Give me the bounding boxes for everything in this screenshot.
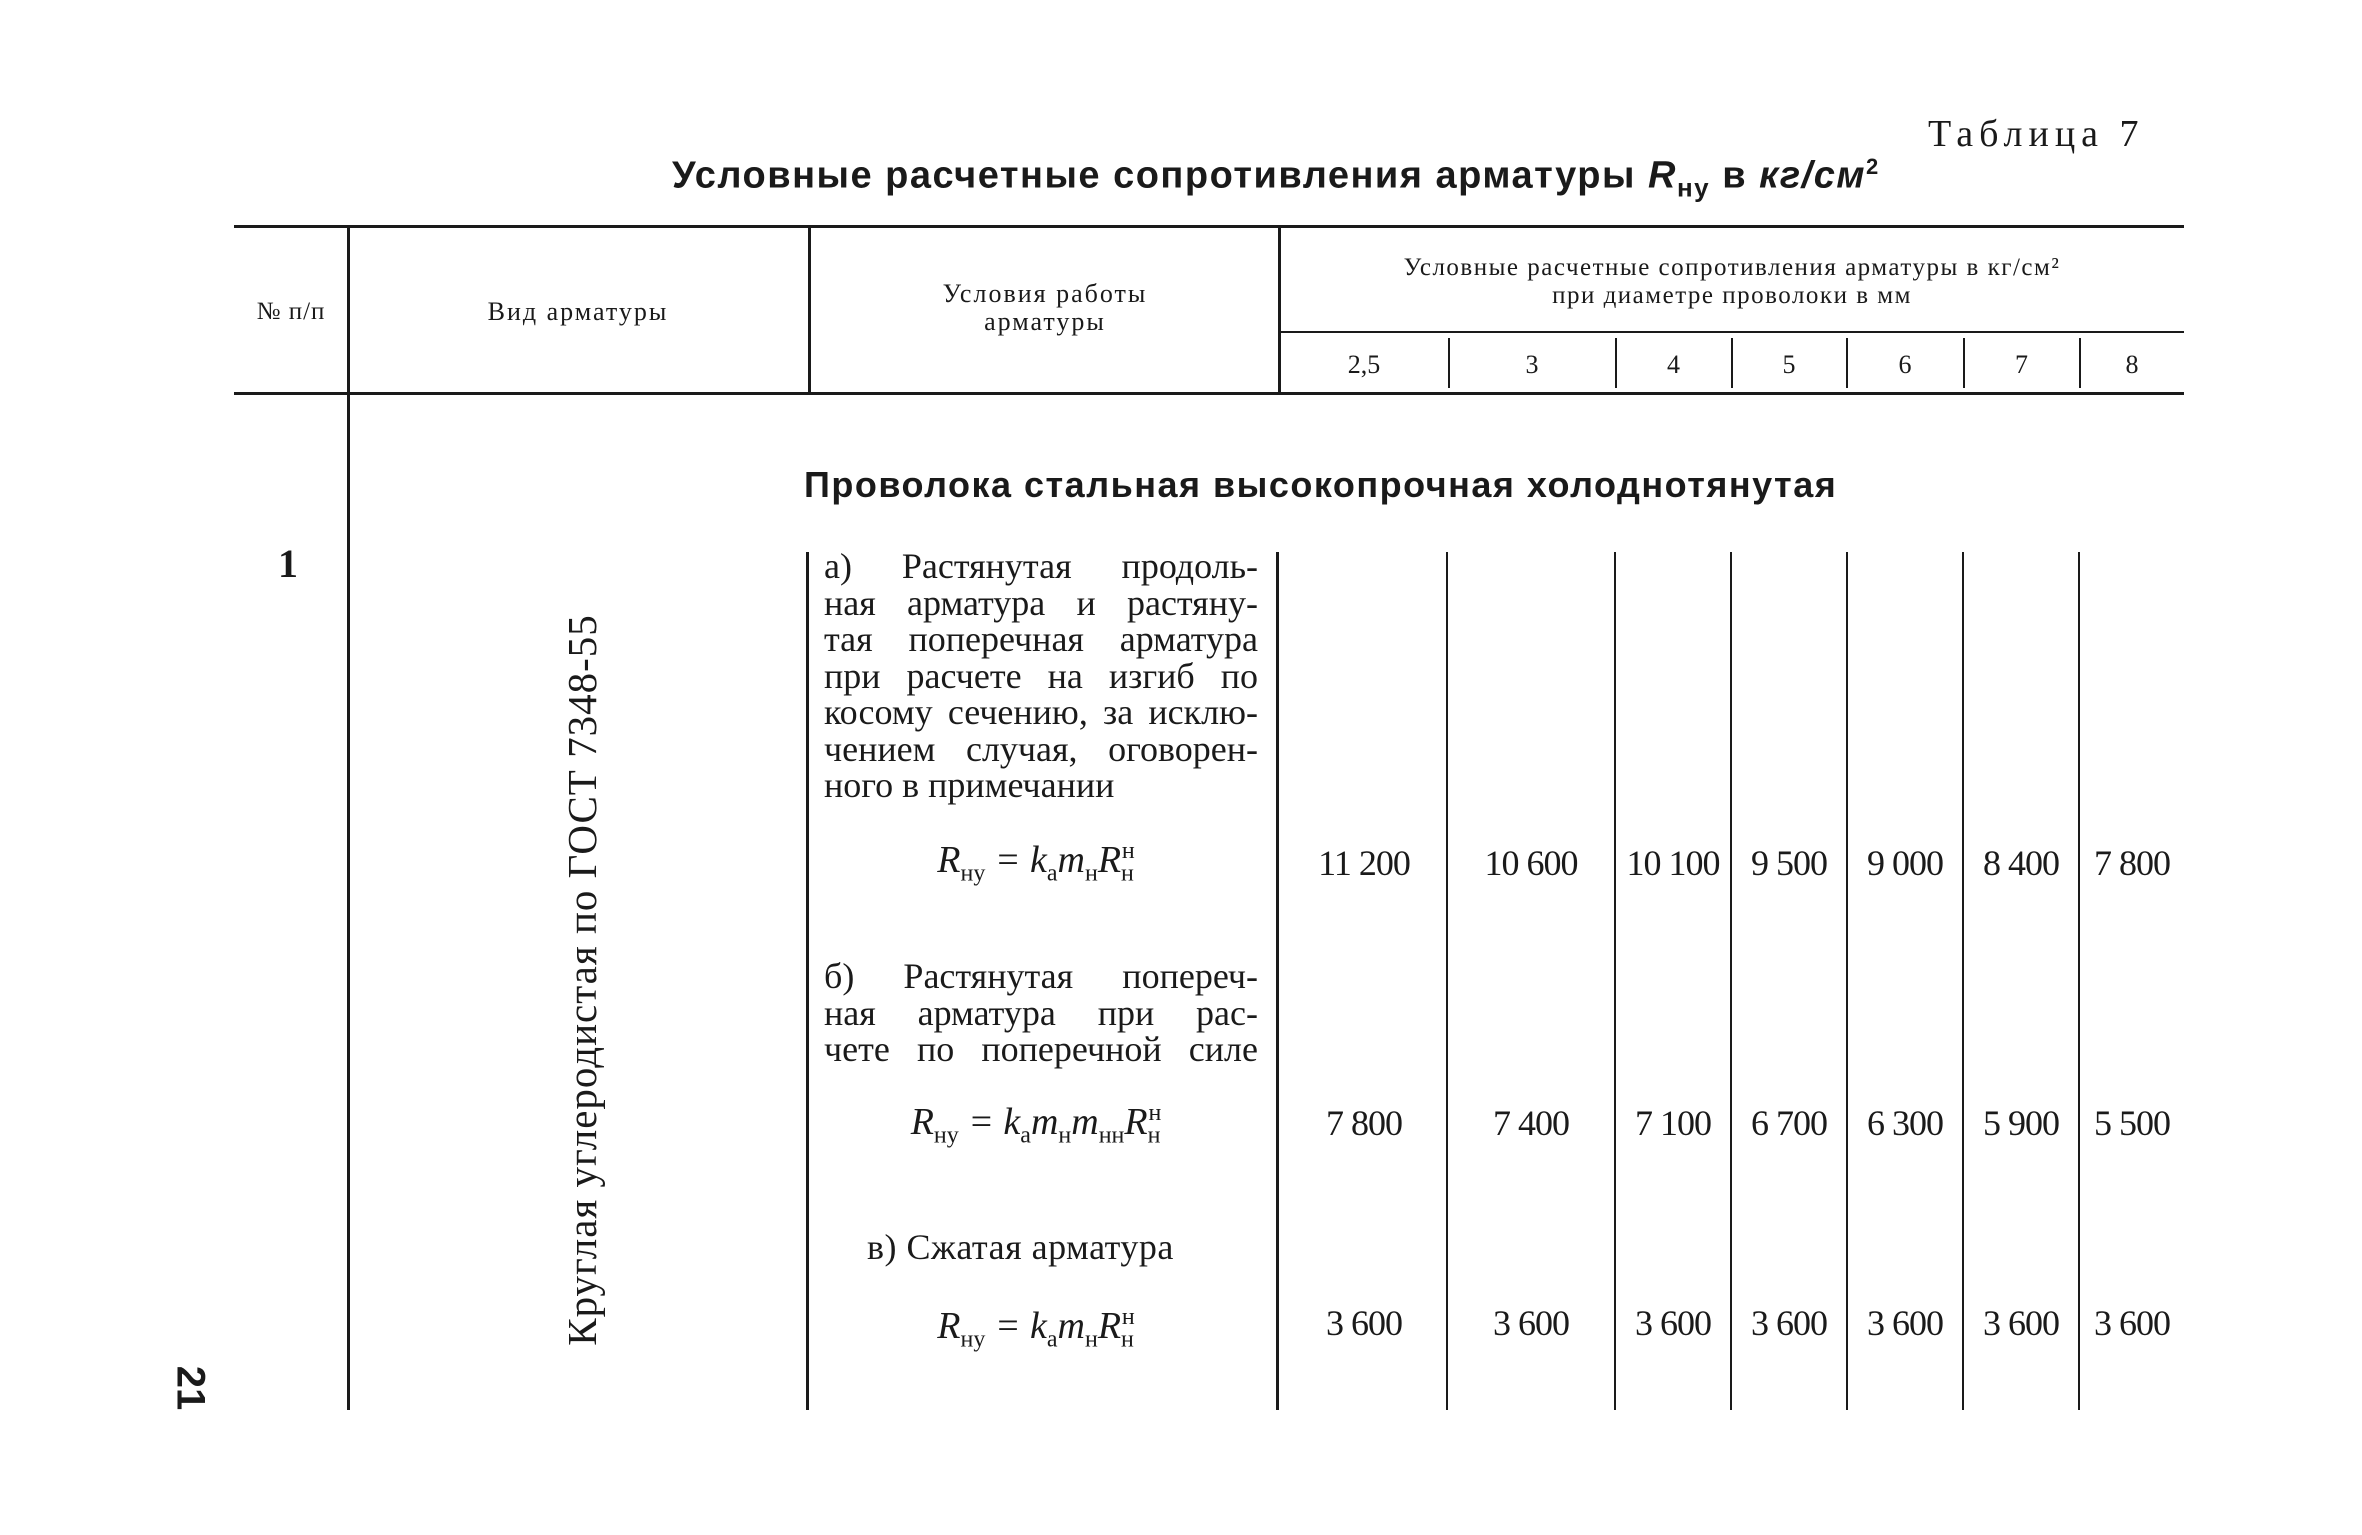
condition-a-line: косому сечению, за исклю- <box>824 692 1258 732</box>
body-divider-d4 <box>1846 552 1848 1410</box>
title-tail: в <box>1710 154 1760 197</box>
diameter-8: 8 <box>2125 350 2139 379</box>
body-divider-d1 <box>1446 552 1448 1410</box>
condition-a-line: при расчете на изгиб по <box>824 655 1258 696</box>
diameter-2-5: 2,5 <box>1347 350 1381 379</box>
hdr-divider-d3 <box>1731 338 1733 388</box>
value-b-2-5: 7 800 <box>1326 1103 1402 1143</box>
value-c-8: 3 600 <box>2094 1303 2170 1343</box>
body-divider-d3 <box>1730 552 1732 1410</box>
value-b-5: 6 700 <box>1751 1103 1827 1143</box>
condition-b-line: ная арматура при рас- <box>824 992 1258 1033</box>
rule-top <box>234 225 2184 228</box>
body-divider-d6 <box>2078 552 2080 1410</box>
hdr-divider-d4 <box>1846 338 1848 388</box>
diameter-5: 5 <box>1782 350 1796 379</box>
value-a-3: 10 600 <box>1484 843 1578 883</box>
row-type-text: Круглая углеродистая по ГОСТ 7348-55 <box>559 614 605 1346</box>
value-a-2-5: 11 200 <box>1318 843 1410 883</box>
value-a-5: 9 500 <box>1751 843 1827 883</box>
header-col-values-line2: при диаметре проволоки в мм <box>1552 282 1912 309</box>
value-c-3: 3 600 <box>1493 1303 1569 1343</box>
formula-c: $R_{ну} = k_аm_нR_н^н$ <box>937 1304 1135 1353</box>
value-a-7: 8 400 <box>1983 843 2059 883</box>
body-divider-d2 <box>1614 552 1616 1410</box>
value-b-4: 7 100 <box>1635 1103 1711 1143</box>
hdr-divider-d2 <box>1615 338 1617 388</box>
header-col-type: Вид арматуры <box>487 297 669 326</box>
body-divider-2 <box>806 552 809 1410</box>
title-symbol-sub: ну <box>1676 172 1711 203</box>
value-c-7: 3 600 <box>1983 1303 2059 1343</box>
value-b-7: 5 900 <box>1983 1103 2059 1143</box>
row-number: 1 <box>278 541 298 586</box>
page-number: 21 <box>168 1365 213 1411</box>
condition-a-line: чением случая, оговорен- <box>824 728 1258 769</box>
title-symbol: R <box>1648 154 1677 197</box>
diameter-4: 4 <box>1667 350 1680 379</box>
hdr-divider-d6 <box>2079 338 2081 388</box>
title-units: кг/см <box>1759 154 1866 197</box>
hdr-divider-d1 <box>1448 338 1450 388</box>
formula-a: $R_{ну} = k_аm_нR_н^н$ <box>937 838 1135 887</box>
diameter-7: 7 <box>2015 350 2028 379</box>
hdr-divider-d5 <box>1963 338 1965 388</box>
section-title: Проволока стальная высокопрочная холоднотянутая <box>804 464 1838 505</box>
diameter-6: 6 <box>1898 350 1912 379</box>
condition-a-line: ного в примечании <box>824 765 1115 805</box>
header-col-num: № п/п <box>256 298 326 325</box>
condition-a-line: ная арматура и растяну- <box>824 582 1258 623</box>
title-text: Условные расчетные сопротивления арматуры <box>672 154 1649 197</box>
hdr-divider-2 <box>808 226 811 392</box>
body-divider-3 <box>1276 552 1279 1410</box>
value-c-5: 3 600 <box>1751 1303 1827 1343</box>
value-a-4: 10 100 <box>1626 843 1720 883</box>
value-c-4: 3 600 <box>1635 1303 1711 1343</box>
title-units-sup: 2 <box>1865 154 1880 179</box>
condition-b-line: чете по поперечной силе <box>824 1029 1258 1069</box>
condition-b-line: б) Растянутая попереч- <box>824 956 1258 996</box>
value-c-6: 3 600 <box>1867 1303 1943 1343</box>
rule-header-split <box>1278 331 2184 333</box>
value-b-6: 6 300 <box>1867 1103 1943 1143</box>
condition-a-text <box>824 548 1258 804</box>
rule-header-bottom <box>234 392 2184 395</box>
header-col-conditions: Условия работы арматуры <box>942 279 1148 336</box>
header-col-values-line1: Условные расчетные сопротивления арматуры в кг/см² <box>1403 254 2061 281</box>
table-title <box>672 154 1880 203</box>
hdr-divider-3 <box>1278 226 1281 392</box>
formula-b: $R_{ну} = k_аm_нm_{нн}R_н^н$ <box>910 1100 1162 1149</box>
condition-a-line: тая поперечная арматура <box>824 619 1258 659</box>
body-divider-d5 <box>1962 552 1964 1410</box>
condition-c-text: в) Сжатая арматура <box>867 1227 1174 1267</box>
value-c-2-5: 3 600 <box>1326 1303 1402 1343</box>
body-divider-1 <box>347 394 350 1410</box>
condition-a-line: а) Растянутая продоль- <box>824 546 1258 586</box>
value-a-6: 9 000 <box>1867 843 1943 883</box>
diameter-3: 3 <box>1525 350 1539 379</box>
value-b-8: 5 500 <box>2094 1103 2170 1143</box>
condition-b-text <box>824 958 1258 1068</box>
value-b-3: 7 400 <box>1493 1103 1569 1143</box>
value-a-8: 7 800 <box>2094 843 2170 883</box>
table-label: Таблица 7 <box>1928 113 2145 155</box>
